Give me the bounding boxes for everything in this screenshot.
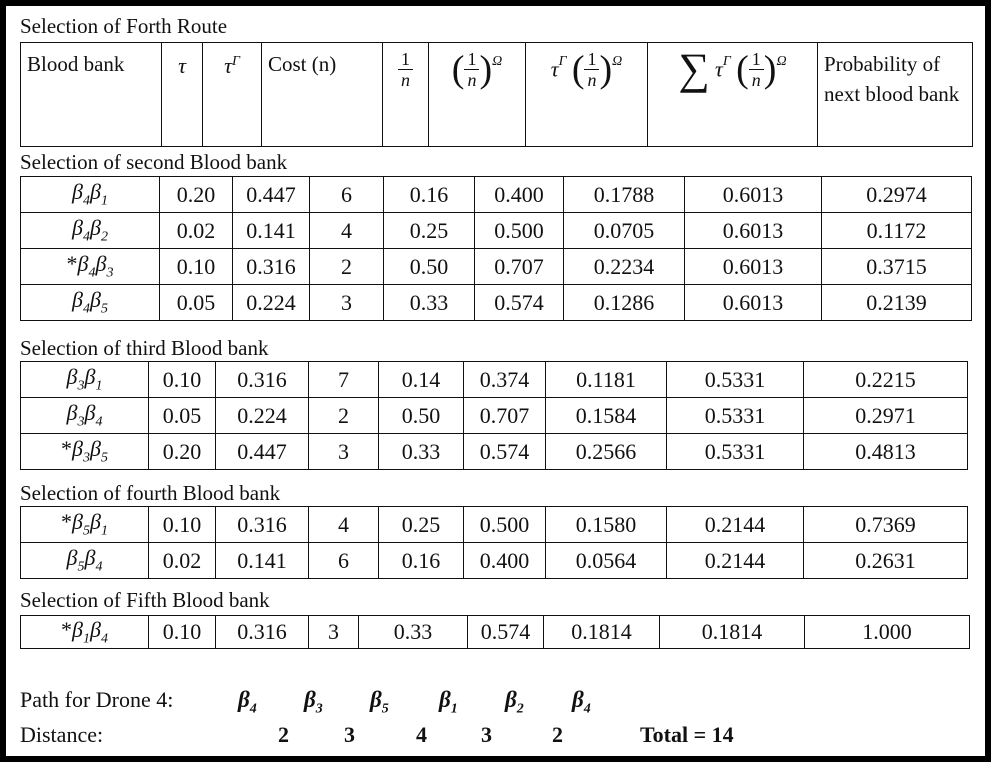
cell-pow: 0.574 bbox=[468, 616, 544, 649]
cell-sum: 0.6013 bbox=[685, 285, 822, 321]
bank-index: 4 bbox=[100, 631, 108, 647]
cell-sum: 0.6013 bbox=[685, 213, 822, 249]
cell-prod: 0.1181 bbox=[546, 362, 667, 398]
cell-prob: 0.2215 bbox=[804, 362, 968, 398]
distance-line bbox=[20, 722, 920, 748]
cell-blood-bank-pair bbox=[21, 543, 149, 579]
cell-inv-n: 0.25 bbox=[384, 213, 475, 249]
fraction-numerator: 1 bbox=[584, 49, 599, 70]
cell-pow: 0.400 bbox=[475, 177, 564, 213]
bank-symbol: β bbox=[90, 509, 101, 535]
cell-cost: 2 bbox=[309, 398, 379, 434]
bank-index: 4 bbox=[583, 701, 591, 717]
bank-index: 5 bbox=[100, 450, 108, 466]
section-rows bbox=[21, 362, 968, 470]
cell-prod: 0.0705 bbox=[564, 213, 685, 249]
cell-prob: 0.2631 bbox=[804, 543, 968, 579]
selected-marker: * bbox=[61, 436, 73, 462]
bank-symbol: β bbox=[84, 364, 96, 390]
cell-prob: 0.2974 bbox=[822, 177, 972, 213]
table-row bbox=[21, 213, 972, 249]
table-row bbox=[21, 507, 968, 543]
cell-tau-g: 0.316 bbox=[216, 362, 309, 398]
bank-symbol: β bbox=[72, 436, 83, 462]
cell-blood-bank-pair bbox=[21, 434, 149, 470]
bank-index: 5 bbox=[381, 701, 389, 717]
selected-marker: * bbox=[61, 616, 73, 642]
bank-index: 4 bbox=[83, 301, 90, 317]
cell-inv-n: 0.25 bbox=[379, 507, 464, 543]
cell-sum: 0.2144 bbox=[667, 543, 804, 579]
bank-symbol: β bbox=[72, 215, 83, 241]
distance-value: 2 bbox=[278, 722, 289, 747]
cell-prob: 0.3715 bbox=[822, 249, 972, 285]
cell-pow: 0.707 bbox=[475, 249, 564, 285]
bank-index: 5 bbox=[83, 523, 90, 539]
bank-symbol: β bbox=[304, 687, 316, 712]
section-table bbox=[20, 506, 968, 579]
cell-blood-bank-pair bbox=[21, 507, 149, 543]
cell-pow: 0.500 bbox=[464, 507, 546, 543]
header-blood-bank: Blood bank bbox=[21, 43, 162, 147]
fraction-1-over-n bbox=[584, 49, 599, 90]
cell-sum: 0.1814 bbox=[660, 616, 805, 649]
cell-tau: 0.10 bbox=[160, 249, 233, 285]
cell-tau: 0.02 bbox=[149, 543, 216, 579]
header-inverse-n bbox=[383, 43, 429, 147]
section-title: Selection of Fifth Blood bank bbox=[20, 588, 270, 612]
table-row bbox=[21, 434, 968, 470]
section-title: Selection of third Blood bank bbox=[20, 336, 269, 360]
total-distance: Total = 14 bbox=[640, 722, 734, 747]
section-table bbox=[20, 176, 972, 321]
tau-symbol: τ bbox=[178, 53, 186, 79]
cell-tau: 0.10 bbox=[149, 616, 216, 649]
distance-label: Distance: bbox=[20, 722, 104, 747]
section-rows bbox=[21, 507, 968, 579]
bank-index: 3 bbox=[83, 450, 90, 466]
cell-blood-bank-pair bbox=[21, 213, 160, 249]
bank-symbol: β bbox=[90, 616, 101, 642]
fraction-denominator: n bbox=[587, 70, 597, 90]
cell-cost: 3 bbox=[309, 434, 379, 470]
bank-symbol: β bbox=[84, 400, 96, 426]
header-table bbox=[20, 42, 973, 147]
bank-index: 5 bbox=[100, 301, 108, 317]
cell-prob: 0.4813 bbox=[804, 434, 968, 470]
path-bank bbox=[572, 687, 591, 723]
cell-pow: 0.707 bbox=[464, 398, 546, 434]
cell-sum: 0.5331 bbox=[667, 434, 804, 470]
fraction-1-over-n bbox=[749, 49, 764, 90]
bank-index: 2 bbox=[100, 229, 108, 245]
header-product: $\tau^\Gamma$ ( $\frac{1}{n}$ )$^\Omega$ bbox=[526, 43, 648, 147]
section-rows bbox=[21, 177, 972, 321]
selected-marker: * bbox=[66, 251, 78, 277]
cell-tau-g: 0.141 bbox=[233, 213, 310, 249]
cell-sum: 0.5331 bbox=[667, 398, 804, 434]
header-sum: ∑ $\tau^\Gamma$ ( $\frac{1}{n}$ )$^\Omega$ bbox=[648, 43, 818, 147]
bank-index: 4 bbox=[88, 265, 96, 281]
tau-symbol: τ bbox=[224, 53, 232, 79]
document-page bbox=[6, 6, 985, 756]
cell-tau-g: 0.447 bbox=[216, 434, 309, 470]
cell-prod: 0.2234 bbox=[564, 249, 685, 285]
distance-value: 4 bbox=[416, 722, 427, 747]
bank-symbol: β bbox=[90, 179, 101, 205]
cell-tau-g: 0.316 bbox=[216, 507, 309, 543]
cell-inv-n: 0.50 bbox=[379, 398, 464, 434]
bank-index: 4 bbox=[95, 559, 103, 575]
gamma-superscript: Γ bbox=[722, 54, 731, 69]
bank-symbol: β bbox=[90, 215, 101, 241]
table-row bbox=[21, 285, 972, 321]
cell-tau-g: 0.316 bbox=[216, 616, 309, 649]
bank-symbol: β bbox=[439, 687, 451, 712]
path-line bbox=[20, 687, 920, 717]
tau-symbol: τ bbox=[550, 56, 559, 82]
cell-sum: 0.2144 bbox=[667, 507, 804, 543]
cell-cost: 4 bbox=[310, 213, 384, 249]
tau-symbol: τ bbox=[715, 56, 723, 82]
cell-cost: 3 bbox=[310, 285, 384, 321]
bank-symbol: β bbox=[95, 251, 107, 277]
table-row bbox=[21, 177, 972, 213]
bank-index: 3 bbox=[106, 265, 114, 281]
bank-index: 1 bbox=[95, 378, 103, 394]
bank-index: 1 bbox=[100, 523, 108, 539]
path-label: Path for Drone 4: bbox=[20, 687, 174, 712]
path-bank bbox=[439, 687, 458, 723]
cell-pow: 0.574 bbox=[475, 285, 564, 321]
cell-tau-g: 0.224 bbox=[216, 398, 309, 434]
cell-tau: 0.05 bbox=[149, 398, 216, 434]
cell-prod: 0.1580 bbox=[546, 507, 667, 543]
table-row bbox=[21, 362, 968, 398]
distance-value: 3 bbox=[344, 722, 355, 747]
cell-cost: 6 bbox=[310, 177, 384, 213]
fraction-numerator: 1 bbox=[398, 49, 413, 70]
fraction-denominator: n bbox=[401, 70, 410, 90]
cell-tau-g: 0.447 bbox=[233, 177, 310, 213]
cell-tau-g: 0.224 bbox=[233, 285, 310, 321]
sigma-symbol: ∑ bbox=[678, 44, 710, 94]
distance-value: 2 bbox=[552, 722, 563, 747]
cell-inv-n: 0.50 bbox=[384, 249, 475, 285]
section-title: Selection of second Blood bank bbox=[20, 150, 288, 174]
fraction-denominator: n bbox=[467, 70, 477, 90]
cell-tau: 0.20 bbox=[160, 177, 233, 213]
bank-index: 1 bbox=[83, 631, 90, 647]
bank-index: 4 bbox=[95, 414, 103, 430]
cell-pow: 0.574 bbox=[464, 434, 546, 470]
section-rows bbox=[21, 616, 970, 649]
cell-prod: 0.1788 bbox=[564, 177, 685, 213]
path-bank bbox=[304, 687, 323, 723]
bank-index: 4 bbox=[249, 701, 257, 717]
cell-inv-n: 0.33 bbox=[359, 616, 468, 649]
bank-index: 3 bbox=[315, 701, 323, 717]
bank-index: 4 bbox=[83, 193, 90, 209]
selected-marker: * bbox=[61, 509, 73, 535]
bank-symbol: β bbox=[66, 545, 78, 571]
distance-value: 3 bbox=[481, 722, 492, 747]
cell-prob: 0.2139 bbox=[822, 285, 972, 321]
gamma-superscript: Γ bbox=[558, 54, 567, 69]
bank-symbol: β bbox=[72, 287, 83, 313]
bank-symbol: β bbox=[370, 687, 382, 712]
cell-blood-bank-pair bbox=[21, 249, 160, 285]
omega-superscript: Ω bbox=[776, 54, 787, 69]
bank-index: 4 bbox=[83, 229, 90, 245]
bank-symbol: β bbox=[90, 287, 101, 313]
cell-pow: 0.500 bbox=[475, 213, 564, 249]
cell-prod: 0.0564 bbox=[546, 543, 667, 579]
omega-superscript: Ω bbox=[492, 54, 503, 69]
section-table bbox=[20, 361, 968, 470]
cell-tau-g: 0.316 bbox=[233, 249, 310, 285]
bank-symbol: β bbox=[66, 400, 78, 426]
path-bank bbox=[238, 687, 257, 723]
cell-tau: 0.02 bbox=[160, 213, 233, 249]
bank-symbol: β bbox=[72, 616, 83, 642]
cell-prod: 0.2566 bbox=[546, 434, 667, 470]
cell-cost: 2 bbox=[310, 249, 384, 285]
cell-sum: 0.6013 bbox=[685, 249, 822, 285]
bank-index: 3 bbox=[77, 414, 85, 430]
table-row bbox=[21, 543, 968, 579]
cell-tau: 0.20 bbox=[149, 434, 216, 470]
cell-prod: 0.1814 bbox=[544, 616, 660, 649]
cell-cost: 3 bbox=[309, 616, 359, 649]
cell-tau: 0.10 bbox=[149, 507, 216, 543]
cell-blood-bank-pair bbox=[21, 616, 149, 649]
cell-prod: 0.1286 bbox=[564, 285, 685, 321]
bank-index: 2 bbox=[516, 701, 524, 717]
header-power: ( $\frac{1}{n}$ )$^\Omega$ bbox=[429, 43, 526, 147]
cell-blood-bank-pair bbox=[21, 398, 149, 434]
bank-symbol: β bbox=[66, 364, 78, 390]
bank-index: 1 bbox=[450, 701, 458, 717]
cell-inv-n: 0.33 bbox=[384, 285, 475, 321]
path-bank bbox=[505, 687, 524, 723]
cell-blood-bank-pair bbox=[21, 362, 149, 398]
fraction-1-over-n bbox=[464, 49, 479, 90]
header-tau bbox=[162, 43, 203, 147]
cell-prod: 0.1584 bbox=[546, 398, 667, 434]
bank-symbol: β bbox=[238, 687, 250, 712]
header-cost: Cost (n) bbox=[262, 43, 383, 147]
cell-tau: 0.05 bbox=[160, 285, 233, 321]
table-title: Selection of Forth Route bbox=[20, 14, 228, 38]
table-row bbox=[21, 398, 968, 434]
cell-inv-n: 0.33 bbox=[379, 434, 464, 470]
cell-tau: 0.10 bbox=[149, 362, 216, 398]
cell-prob: 1.000 bbox=[805, 616, 970, 649]
cell-pow: 0.400 bbox=[464, 543, 546, 579]
header-tau-gamma bbox=[203, 43, 262, 147]
bank-symbol: β bbox=[72, 509, 83, 535]
cell-cost: 7 bbox=[309, 362, 379, 398]
cell-inv-n: 0.16 bbox=[384, 177, 475, 213]
cell-prob: 0.7369 bbox=[804, 507, 968, 543]
fraction-numerator: 1 bbox=[464, 49, 479, 70]
cell-tau-g: 0.141 bbox=[216, 543, 309, 579]
bank-symbol: β bbox=[77, 251, 89, 277]
bank-symbol: β bbox=[572, 687, 584, 712]
bank-index: 3 bbox=[77, 378, 85, 394]
header-probability: Probability of next blood bank bbox=[818, 43, 973, 147]
cell-prob: 0.1172 bbox=[822, 213, 972, 249]
cell-blood-bank-pair bbox=[21, 177, 160, 213]
table-row bbox=[21, 616, 970, 649]
bank-symbol: β bbox=[90, 436, 101, 462]
section-title: Selection of fourth Blood bank bbox=[20, 481, 281, 505]
path-bank bbox=[370, 687, 389, 723]
section-table bbox=[20, 615, 970, 649]
bank-symbol: β bbox=[505, 687, 517, 712]
bank-symbol: β bbox=[84, 545, 96, 571]
fraction-1-over-n bbox=[398, 49, 413, 90]
cell-blood-bank-pair bbox=[21, 285, 160, 321]
bank-index: 5 bbox=[77, 559, 85, 575]
gamma-superscript: Γ bbox=[231, 54, 240, 69]
cell-prob: 0.2971 bbox=[804, 398, 968, 434]
cell-pow: 0.374 bbox=[464, 362, 546, 398]
table-row bbox=[21, 249, 972, 285]
bank-symbol: β bbox=[72, 179, 83, 205]
bank-index: 1 bbox=[100, 193, 108, 209]
cell-inv-n: 0.14 bbox=[379, 362, 464, 398]
cell-cost: 6 bbox=[309, 543, 379, 579]
fraction-denominator: n bbox=[751, 70, 761, 90]
cell-cost: 4 bbox=[309, 507, 379, 543]
cell-sum: 0.6013 bbox=[685, 177, 822, 213]
cell-inv-n: 0.16 bbox=[379, 543, 464, 579]
cell-sum: 0.5331 bbox=[667, 362, 804, 398]
omega-superscript: Ω bbox=[612, 54, 623, 69]
fraction-numerator: 1 bbox=[749, 49, 764, 70]
